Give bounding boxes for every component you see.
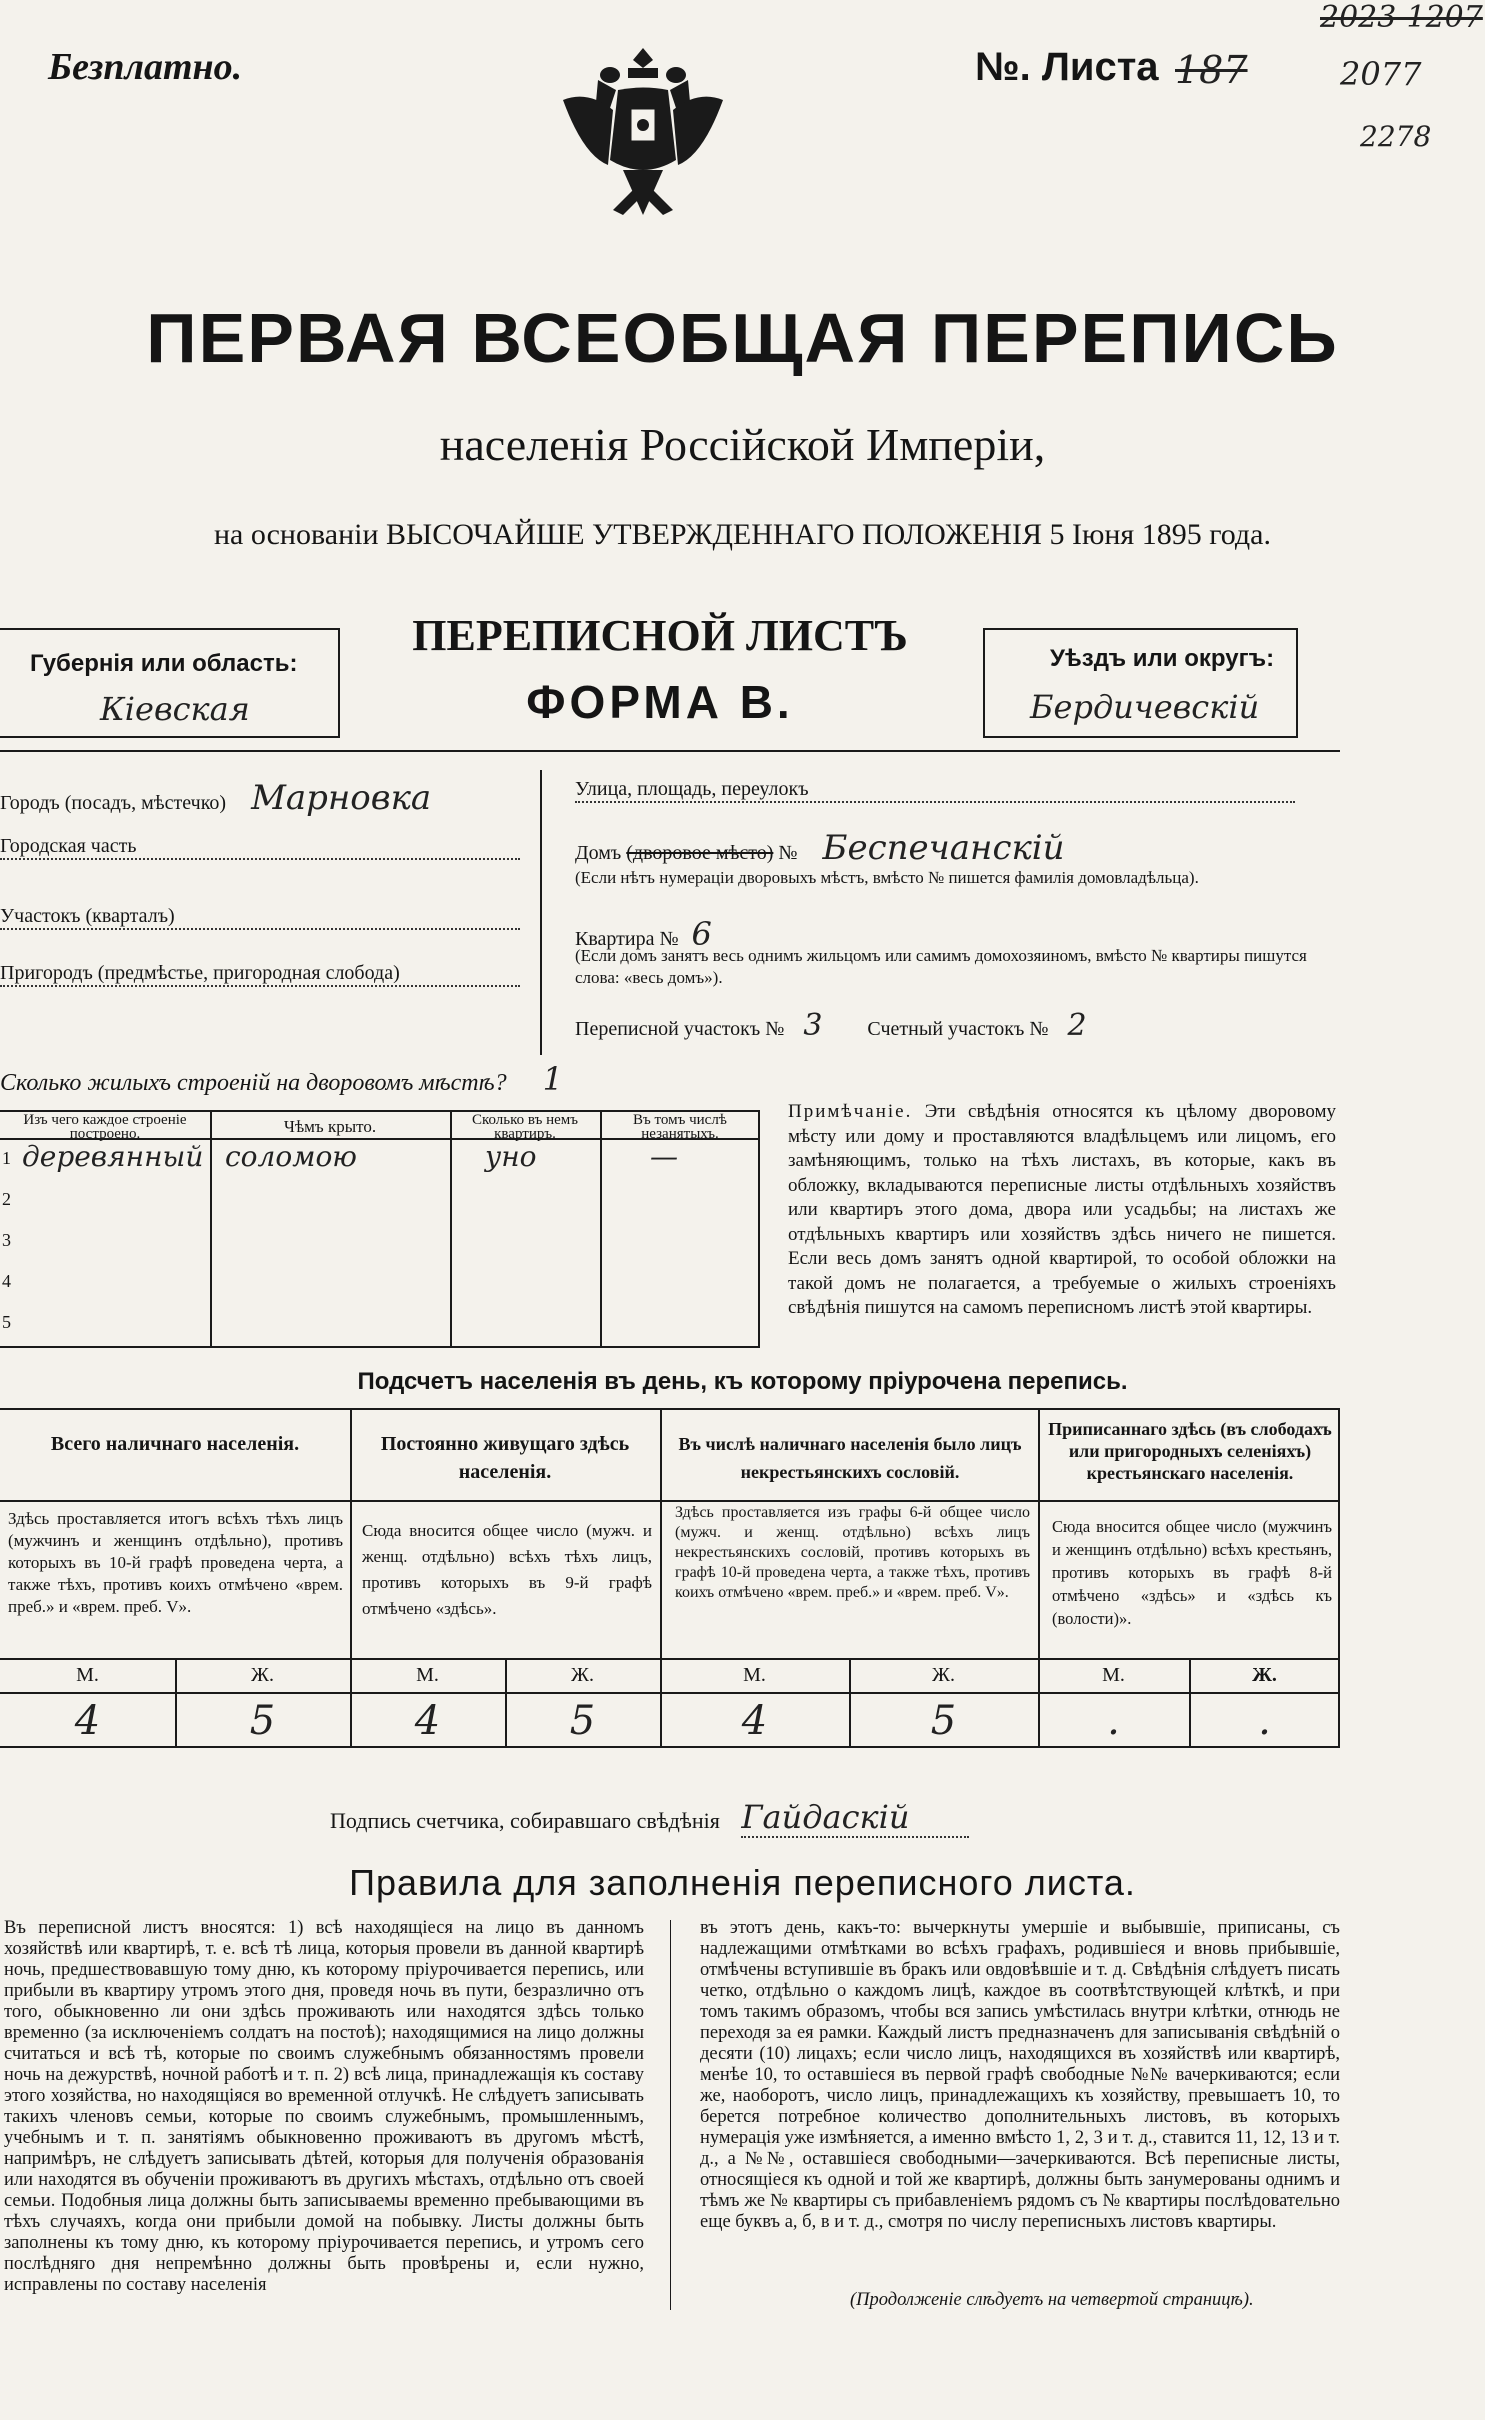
sheet-number-value: 187 [1175,48,1248,92]
buildings-question: Сколько жилыхъ строеній на дворовомъ мѣстѣ? [0,1070,507,1096]
col3-m-value: 4 [741,1698,768,1744]
city-part-label: Городская часть [0,835,520,860]
count-section-label: Счетный участокъ № [867,1018,1049,1040]
col3-f-value: 5 [930,1698,957,1744]
signature-label: Подпись счетчика, собиравшаго свѣдѣнія [330,1808,720,1833]
table-row: 4 [2,1271,11,1291]
rules-right-column: въ этотъ день, какъ-то: вычеркнуты умершіе и выбывшіе, приписаны, съ надлежащими отмѣтками во всѣхъ графахъ, родившіеся и вновь прибывшіе, отмѣчены вступившіе въ бракъ или овдовѣвшіе и т. д. Свѣдѣнія слѣдуетъ писать четко, отдѣльно о каждомъ лицѣ, каждое въ соотвѣтствующей клѣткѣ, и при томъ такимъ образомъ, чтобы вся запись умѣстилась внутри клѣтки, отнюдь не переходя за ея рамки. Каждый листъ предназначенъ для записыванія свѣдѣній о десяти (10) лицахъ; если число лицъ, находящихся въ хозяйствѣ или квартирѣ, менѣе 10, то оставшіеся въ первой графѣ свободные №№ вачеркиваются; если же, наоборотъ, число лицъ, принадлежащихъ къ хозяйству, превышаетъ 10, то берется потребное количество дополнительныхъ листовъ, въ которыхъ нумерація уже измѣняется, а именно вмѣсто 1, 2, 3 и т. д., ставится 11, 12, 13 и т. д., а №№, оставшіеся свободными—зачеркиваются. Всѣ переписные листы, относящіеся къ одной и той же квартирѣ, должны быть занумерованы однимъ и тѣмъ же № квартиры съ прибавленіемъ рядомъ съ № квартиры послѣдовательно еще буквъ а, б, в и т. д., смотря по числу переписныхъ листовъ квартиры. [700,1918,1340,2232]
house-value: Беспечанскій [822,828,1065,868]
col4-m-label: М. [1102,1664,1125,1686]
col2-m-value: 4 [414,1698,441,1744]
margin-note-mid: 2077 [1340,55,1422,93]
buildings-header-vacant: Въ томъ числѣ незанятыхъ. [633,1112,727,1142]
table-row: 2 [2,1189,11,1209]
col1-m-value: 4 [74,1698,101,1744]
col4-m-value: . [1107,1698,1120,1744]
pop-col4-desc: Сюда вносится общее число (мужчинъ и женщинъ отдѣльно) всѣхъ крестьянъ, противъ которыхъ въ графѣ 8-й отмѣчено «здѣсь» и «здѣсь къ (волости)». [1052,1517,1332,1628]
street-label: Улица, площадь, переулокъ [575,778,1295,803]
rules-title: Правила для заполненія переписного листа. [349,1862,1136,1903]
signature-value: Гайдаскій [741,1798,969,1838]
buildings-answer: 1 [542,1060,563,1098]
double-headed-eagle-emblem [558,40,728,230]
pop-col2-desc: Сюда вносится общее число (мужч. и женщ. отдѣльно) всѣхъ тѣхъ лицъ, противъ которыхъ въ 9-й графѣ отмѣчено «здѣсь». [362,1521,652,1618]
col2-f-value: 5 [569,1698,596,1744]
house-no-label: № [778,842,798,864]
census-section-value: 3 [803,1008,823,1043]
city-label: Городъ (посадъ, мѣстечко) [0,792,227,814]
pop-col3-desc: Здѣсь проставляется изъ графы 6-й общее число (мужч. и женщ. отдѣльно) всѣхъ лицъ некрестьянскихъ сословій, противъ которыхъ въ графѣ 10-й проведена черта, а также тѣхъ, противъ коихъ отмѣчено «врем. преб.» и «врем. преб. V». [675,1504,1030,1601]
col1-f-label: Ж. [251,1664,274,1686]
house-struck: (дворовое мѣсто) [626,842,774,864]
buildings-question-row [0,1060,563,1098]
table-row: 3 [2,1230,11,1250]
suburb-label: Пригородъ (предмѣстье, пригородная слобода) [0,962,520,987]
count-section-value: 2 [1067,1008,1087,1043]
house-label: Домъ [575,842,622,864]
pop-col4-head: Приписаннаго здѣсь (въ слободахъ или пригородныхъ селеніяхъ) крестьянскаго населенія. [1048,1419,1332,1483]
rules-left-column: Въ переписной листъ вносятся: 1) всѣ находящіеся на лицо въ данномъ хозяйствѣ или квартирѣ, т. е. всѣ тѣ лица, которыя провели въ данной квартирѣ ночь, предшествовавшую тому дню, къ которому пріурочивается перепись, или прибыли въ квартиру утромъ этого дня, проведя ночь въ пути, безразлично отъ того, обыкновенно ли они здѣсь проживають или находятся здѣсь только временно (за исключеніемъ солдатъ на постоѣ); находящимися на лицо должны считаться и всѣ тѣ, которые по своимъ служебнымъ обязанностямъ провели ночь на дежурствѣ, ночной работѣ и т. п. 2) всѣ лица, принадлежащія къ составу этого хозяйства, но находящіяся во временной отлучкѣ. Не слѣдуетъ записывать такихъ членовъ семьи, которые по своимъ служебнымъ, промышленнымъ, учебнымъ и т. п. занятіямъ обыкновенно проживаютъ въ другомъ мѣстѣ, напримѣръ, не слѣдуетъ записывать дѣтей, которыя для полученія образованія или находятся въ обученіи проживаютъ въ другихъ мѣстахъ, отдѣльно отъ своей семьи. Подобныя лица должны быть записываемы временно пребывающими въ тѣхъ случаяхъ, когда они прибыли домой на побывку. Листы должны быть заполнены къ тому дню, къ которому пріурочивается перепись, и утромъ сего послѣдняго дня непремѣнно должны быть провѣрены и, если нужно, исправлены по составу населенія [4,1918,644,2295]
basis-line: на основаніи ВЫСОЧАЙШЕ УТВЕРЖДЕННАГО ПОЛОЖЕНІЯ 5 Іюня 1895 года. [214,518,1271,551]
note-text: Эти свѣдѣнія относятся къ цѣлому дворовому мѣсту или дому и проставляются владѣльцемъ или лицомъ, его замѣняющимъ, только на тѣхъ листахъ, въ которые, какъ въ обложку, вкладываются переписные листы отдѣльныхъ хозяйствъ или квартиръ этого дома, двора или усадьбы; на листахъ же отдѣльныхъ квартиръ или хозяйствъ здѣсь ничего не пишется. Если весь домъ занятъ одной квартирой, то особой обложки на такой домъ не полагается, а требуемые о жилыхъ строеніяхъ свѣдѣнія пишутся на самомъ переписномъ листѣ этой квартиры. [788,1101,1336,1318]
census-sections-row [575,1008,1315,1043]
pop-col1-head: Всего наличнаго населенія. [50,1433,300,1455]
table-row: 1 деревянный соломою уно — [2,1140,678,1173]
district-label: Уѣздъ или округъ: [1050,645,1275,672]
buildings-note [788,1100,1336,1321]
province-value: Кіевская [100,690,250,728]
population-title: Подсчетъ населенія въ день, къ которому пріурочена перепись. [357,1368,1128,1395]
free-label: Безплатно. [48,46,243,88]
house-row [575,828,1315,868]
census-section-label: Переписной участокъ № [575,1018,785,1040]
margin-note-low: 2278 [1360,120,1432,153]
city-row [0,778,520,818]
district-value: Бердичевскій [1030,688,1260,726]
apartment-label: Квартира № [575,928,679,950]
sheet-title: ПЕРЕПИСНОЙ ЛИСТЪ [412,611,908,660]
col4-f-label: Ж. [1252,1664,1277,1686]
form-title: ФОРМА В. [526,676,794,728]
main-title: ПЕРВАЯ ВСЕОБЩАЯ ПЕРЕПИСЬ [146,299,1339,377]
col4-f-value: . [1258,1698,1271,1744]
signature-row [330,1798,969,1836]
note-label: Примѣчаніе. [788,1101,913,1122]
pop-col1-desc: Здѣсь проставляется итогъ всѣхъ тѣхъ лицъ (мужчинъ и женщинъ отдѣльно), противъ которыхъ въ 10-й графѣ проведена черта, а также тѣхъ, противъ коихъ отмѣчено «врем. преб.» и «врем. преб. V». [8,1509,343,1616]
margin-note-top: 2023-1207 [1320,0,1483,35]
pop-col2-head: Постоянно живущаго здѣсь населенія. [380,1433,630,1483]
col3-m-label: М. [743,1664,766,1686]
subtitle: населенія Россійской Имперіи, [439,419,1046,470]
col2-m-label: М. [416,1664,439,1686]
house-note: (Если нѣтъ нумераціи дворовыхъ мѣстъ, вмѣсто № пишется фамилія домовладѣльца). [575,868,1199,887]
table-row: 5 [2,1312,11,1332]
city-value: Марновка [251,778,432,818]
rules-continued: (Продолженіе слѣдуетъ на четвертой страницѣ). [850,2290,1254,2310]
buildings-rows [0,1140,760,1345]
buildings-header-apartments: Сколько въ немъ квартиръ. [471,1112,579,1142]
col2-f-label: Ж. [571,1664,594,1686]
col1-m-label: М. [76,1664,99,1686]
col1-f-value: 5 [249,1698,276,1744]
buildings-header-roof: Чѣмъ крыто. [283,1117,377,1136]
apartment-note: (Если домъ занятъ весь однимъ жильцомъ или самимъ домохозяиномъ, вмѣсто № квартиры пишутся слова: «весь домъ»). [575,946,1307,987]
province-label: Губернія или область: [30,650,298,677]
buildings-header-material: Изъ чего каждое строеніе построено. [23,1112,187,1142]
col3-f-label: Ж. [932,1664,955,1686]
sheet-number-label: №. Листа [975,45,1159,89]
pop-col3-head: Въ числѣ наличнаго населенія было лицъ некрестьянскихъ сословій. [678,1434,1022,1482]
section-label: Участокъ (кварталъ) [0,905,520,930]
apartment-value: 6 [691,915,712,953]
